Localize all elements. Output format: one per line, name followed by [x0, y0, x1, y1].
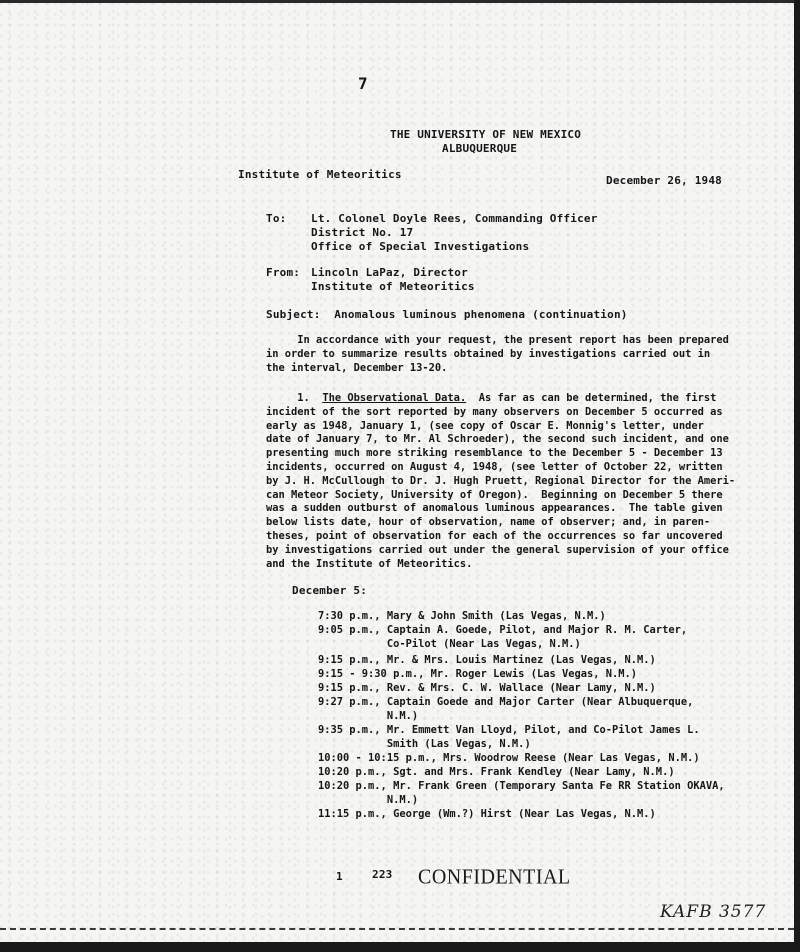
handwritten-mark: 7 [358, 74, 368, 93]
to-line-2: District No. 17 [311, 226, 414, 239]
from-label: From: [266, 266, 301, 279]
sighting-entry: 10:00 - 10:15 p.m., Mrs. Woodrow Reese (Near Las Vegas, N.M.) [318, 752, 700, 764]
to-line-1: Lt. Colonel Doyle Rees, Commanding Officer [311, 212, 598, 225]
sighting-entry: 10:20 p.m., Mr. Frank Green (Temporary Santa Fe RR Station OKAVA, N.M.) [318, 780, 725, 806]
institute-name: Institute of Meteoritics [238, 168, 402, 181]
intro-paragraph: In accordance with your request, the present report has been prepared in order to summarize results obtained by investigations carried out in the interval, December 13-20. [266, 334, 729, 374]
perforation-line [0, 928, 794, 930]
sighting-entry: 11:15 p.m., George (Wm.?) Hirst (Near Las Vegas, N.M.) [318, 808, 656, 820]
sighting-entry: 9:35 p.m., Mr. Emmett Van Lloyd, Pilot, and Co-Pilot James L. Smith (Las Vegas, N.M.) [318, 724, 700, 750]
university-city: ALBUQUERQUE [442, 142, 518, 155]
sighting-entry: 9:15 p.m., Rev. & Mrs. C. W. Wallace (Near Lamy, N.M.) [318, 682, 656, 694]
sighting-entry: 9:27 p.m., Captain Goede and Major Carter (Near Albuquerque, N.M.) [318, 696, 694, 722]
scan-edge-top [0, 0, 800, 3]
subject-line: Subject: Anomalous luminous phenomena (continuation) [266, 308, 628, 321]
from-line-1: Lincoln LaPaz, Director [311, 266, 468, 279]
footer-number-1: 1 [336, 870, 343, 883]
observational-data-paragraph [266, 392, 735, 571]
file-code-handwritten: KAFB 3577 [660, 902, 767, 922]
section-number: 1. [266, 392, 323, 404]
section-title: The Observational Data. [322, 392, 467, 404]
sighting-entry: 7:30 p.m., Mary & John Smith (Las Vegas, N.M.) [318, 610, 606, 622]
letter-date: December 26, 1948 [606, 174, 722, 187]
sighting-entry: 9:15 p.m., Mr. & Mrs. Louis Martinez (Las Vegas, N.M.) [318, 654, 656, 666]
to-line-3: Office of Special Investigations [311, 240, 530, 253]
scan-edge-right [794, 0, 800, 952]
from-line-2: Institute of Meteoritics [311, 280, 475, 293]
footer-page-number: 223 [372, 868, 393, 881]
to-label: To: [266, 212, 287, 225]
confidential-stamp: CONFIDENTIAL [418, 865, 571, 889]
sighting-entry: 9:05 p.m., Captain A. Goede, Pilot, and Major R. M. Carter, Co-Pilot (Near Las Vegas, N.M.) [318, 624, 688, 650]
section-body: As far as can be determined, the first incident of the sort reported by many observers on December 5 occurred as early as 1948, January 1, (see copy of Oscar E. Monnig's letter, under date of January 7, to Mr. Al Schroeder), the second such incident, and one presenting much more striking resemblance to the December 5 - December 13 incidents, occurred on August 4, 1948, (see letter of October 22, written by J. H. McCullough to Dr. J. Hugh Pruett, Regional Director for the Ameri- can Meteor Society, University of Oregon). Beginning on December 5 there was a sudden outburst of anomalous luminous appearances. The table given below lists date, hour of observation, name of observer; and, in paren- theses, point of observation for each of the occurrences so far uncovered by investigations carried out under the general supervision of your office and the Institute of Meteoritics. [266, 392, 736, 570]
university-name: THE UNIVERSITY OF NEW MEXICO [390, 128, 582, 141]
december-5-label: December 5: [292, 584, 368, 597]
sighting-entry: 9:15 - 9:30 p.m., Mr. Roger Lewis (Las Vegas, N.M.) [318, 668, 638, 680]
sighting-entry: 10:20 p.m., Sgt. and Mrs. Frank Kendley (Near Lamy, N.M.) [318, 766, 675, 778]
scan-edge-bottom [0, 942, 800, 952]
